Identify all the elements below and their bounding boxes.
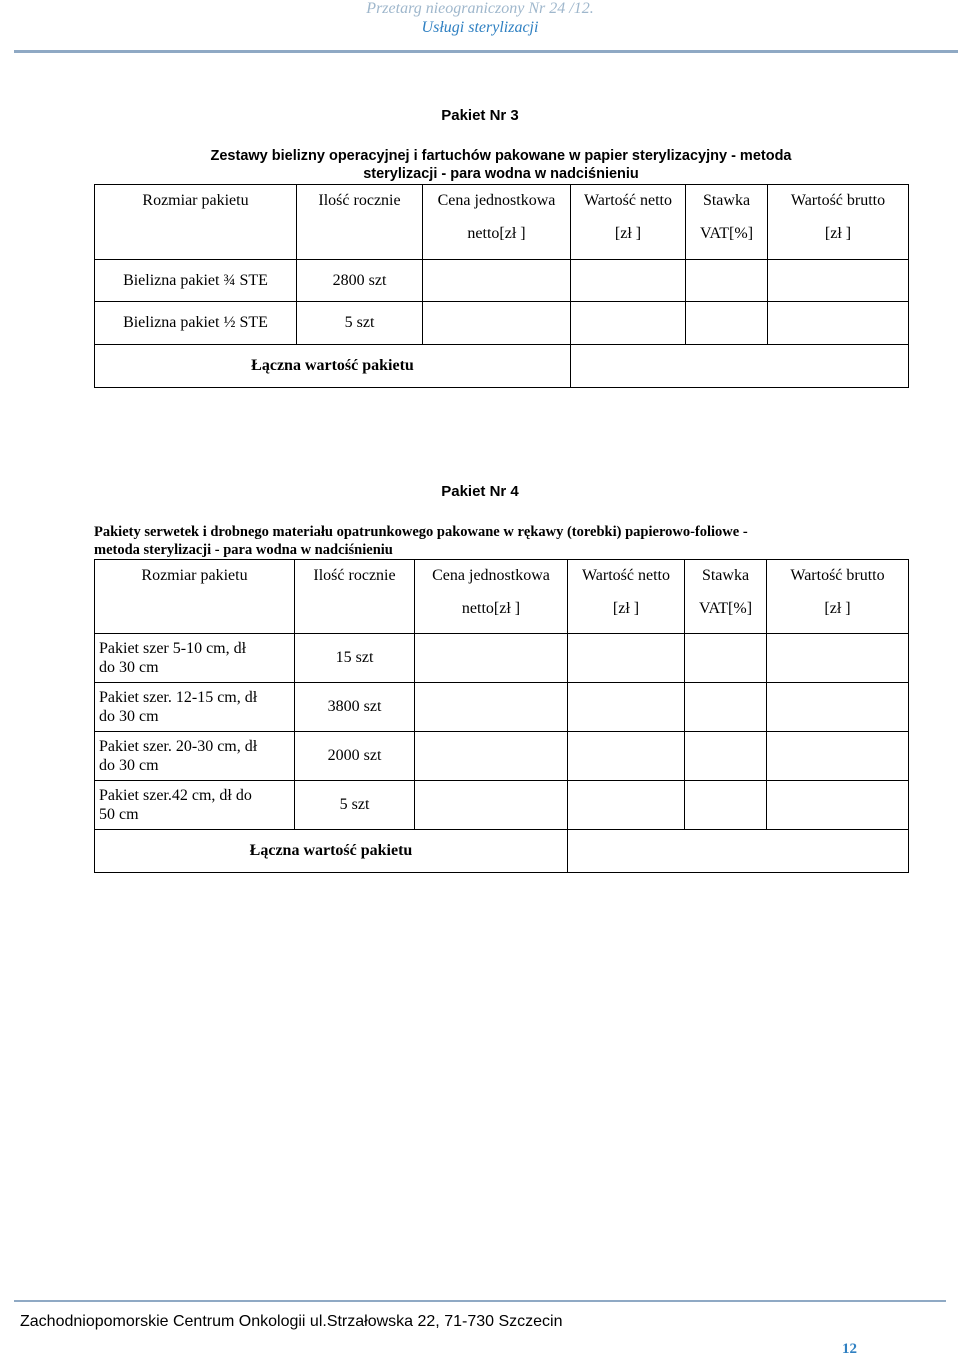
col-unit-price-header: Cena jednostkowa netto[zł ] (415, 560, 568, 634)
row-net-value-cell[interactable] (568, 732, 685, 781)
row-net-value-cell[interactable] (568, 781, 685, 830)
package-4-subtitle-line2: metoda sterylizacji - para wodna w nadciśnieniu (94, 542, 393, 558)
package-4-total-row (95, 830, 909, 873)
footer-divider (14, 1300, 946, 1302)
row-unit-price-cell[interactable] (415, 781, 568, 830)
header-service-name: Usługi sterylizacji (421, 19, 539, 36)
row-net-value-cell[interactable] (571, 260, 686, 302)
row-net-value-cell[interactable] (568, 634, 685, 683)
row-vat-cell[interactable] (685, 683, 767, 732)
package-3-title: Pakiet Nr 3 (441, 107, 519, 124)
table-row (95, 781, 909, 830)
package-4-subtitle (94, 523, 914, 559)
row-vat-cell[interactable] (686, 260, 768, 302)
row-net-value-cell[interactable] (568, 683, 685, 732)
row-vat-cell[interactable] (685, 781, 767, 830)
row-item-name: Pakiet szer. 20-30 cm, dł do 30 cm (95, 732, 295, 781)
table-row (95, 732, 909, 781)
row-item-qty: 3800 szt (295, 683, 415, 732)
row-item-qty: 2800 szt (297, 260, 423, 302)
row-gross-value-cell[interactable] (767, 634, 909, 683)
row-net-value-cell[interactable] (571, 302, 686, 345)
col-qty-header: Ilość rocznie (297, 185, 423, 260)
package-4-total-value-cell[interactable] (568, 830, 909, 873)
row-gross-value-cell[interactable] (768, 302, 909, 345)
col-qty-header: Ilość rocznie (295, 560, 415, 634)
col-size-header: Rozmiar pakietu (95, 185, 297, 260)
col-size-header: Rozmiar pakietu (95, 560, 295, 634)
table-row (95, 260, 909, 302)
package-3-total-label: Łączna wartość pakietu (95, 345, 571, 388)
row-item-qty: 5 szt (295, 781, 415, 830)
row-gross-value-cell[interactable] (767, 683, 909, 732)
row-item-name: Pakiet szer.42 cm, dł do 50 cm (95, 781, 295, 830)
header-tender-number: Przetarg nieograniczony Nr 24 /12. (366, 0, 594, 17)
col-vat-header: Stawka VAT[%] (685, 560, 767, 634)
col-net-value-header: Wartość netto [zł ] (571, 185, 686, 260)
table-row (95, 683, 909, 732)
row-unit-price-cell[interactable] (423, 260, 571, 302)
row-unit-price-cell[interactable] (415, 732, 568, 781)
row-vat-cell[interactable] (685, 634, 767, 683)
package-4-header-row (95, 560, 909, 634)
package-3-header-row (95, 185, 909, 260)
header-divider (14, 50, 958, 53)
page-number: 12 (842, 1341, 857, 1357)
col-gross-value-header: Wartość brutto [zł ] (768, 185, 909, 260)
package-3-total-value-cell[interactable] (571, 345, 909, 388)
row-item-name: Bielizna pakiet ½ STE (95, 302, 297, 345)
package-3-subtitle-line1: Zestawy bielizny operacyjnej i fartuchów pakowane w papier sterylizacyjny - metoda (210, 148, 792, 164)
row-item-qty: 15 szt (295, 634, 415, 683)
row-unit-price-cell[interactable] (415, 683, 568, 732)
row-unit-price-cell[interactable] (415, 634, 568, 683)
package-4-total-label: Łączna wartość pakietu (95, 830, 568, 873)
package-4-subtitle-line1: Pakiety serwetek i drobnego materiału opatrunkowego pakowane w rękawy (torebki) papierowo-foliowe - (94, 524, 748, 540)
package-3-subtitle (94, 147, 908, 183)
package-4-title: Pakiet Nr 4 (441, 483, 519, 500)
col-unit-price-header: Cena jednostkowa netto[zł ] (423, 185, 571, 260)
row-vat-cell[interactable] (685, 732, 767, 781)
col-net-value-header: Wartość netto [zł ] (568, 560, 685, 634)
footer-address: Zachodniopomorskie Centrum Onkologii ul.Strzałowska 22, 71-730 Szczecin (20, 1313, 563, 1330)
row-vat-cell[interactable] (686, 302, 768, 345)
col-gross-value-header: Wartość brutto [zł ] (767, 560, 909, 634)
package-3-subtitle-line2: sterylizacji - para wodna w nadciśnieniu (363, 166, 639, 182)
col-vat-header: Stawka VAT[%] (686, 185, 768, 260)
row-item-name: Pakiet szer 5-10 cm, dł do 30 cm (95, 634, 295, 683)
row-item-qty: 5 szt (297, 302, 423, 345)
package-3-table (94, 184, 909, 388)
package-3-total-row (95, 345, 909, 388)
row-item-name: Pakiet szer. 12-15 cm, dł do 30 cm (95, 683, 295, 732)
row-item-name: Bielizna pakiet ¾ STE (95, 260, 297, 302)
row-unit-price-cell[interactable] (423, 302, 571, 345)
row-gross-value-cell[interactable] (767, 732, 909, 781)
table-row (95, 302, 909, 345)
row-item-qty: 2000 szt (295, 732, 415, 781)
package-4-table (94, 559, 909, 873)
row-gross-value-cell[interactable] (768, 260, 909, 302)
table-row (95, 634, 909, 683)
row-gross-value-cell[interactable] (767, 781, 909, 830)
